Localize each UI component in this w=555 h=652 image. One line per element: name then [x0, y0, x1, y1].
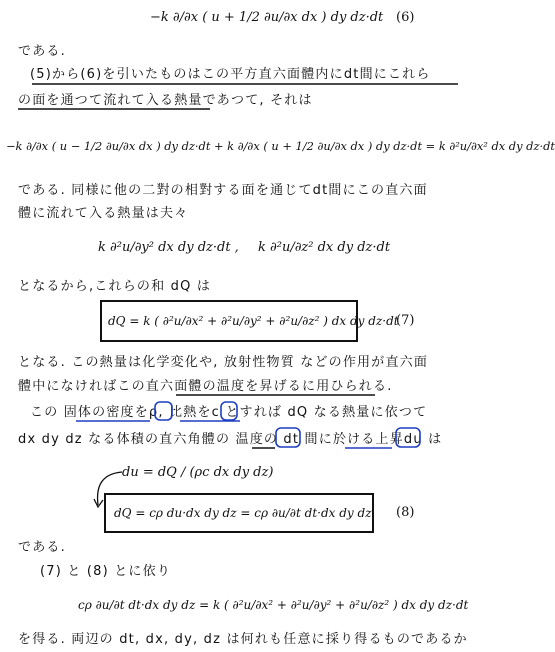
equation-6: −k ∂/∂x ( u + 1/2 ∂u/∂x dx ) dy dz·dt	[150, 10, 384, 25]
rho-circle	[155, 402, 172, 420]
equation-difference: −k ∂/∂x ( u − 1/2 ∂u/∂x dx ) dy dz·dt + k ∂/∂x ( u + 1/2 ∂u/∂x dx ) dy dz·dt = k ∂²u/∂x² dx dy dz·dt	[6, 139, 555, 153]
paragraph-4-line-2: 體中になければこの直六面體の温度を昇げるに用ひられる.	[18, 379, 393, 394]
paragraph-1-line-2: (5)から(6)を引いたものはこの平方直六面體内にdt間にこれら	[30, 67, 431, 82]
paragraph-2-line-2: 體に流れて入る熱量は夫々	[18, 206, 189, 221]
equation-7-number: (7)	[396, 313, 415, 328]
equation-y-term: k ∂²u/∂y² dx dy dz·dt ,	[98, 240, 239, 255]
dt-circle	[276, 428, 300, 447]
equation-6-number: (6)	[396, 10, 415, 25]
equation-7: dQ = k ( ∂²u/∂x² + ∂²u/∂y² + ∂²u/∂z² ) dx dy dz·dt	[108, 314, 399, 328]
equation-final: cρ ∂u/∂t dt·dx dy dz = k ( ∂²u/∂x² + ∂²u/∂y² + ∂²u/∂z² ) dx dy dz·dt	[78, 598, 469, 612]
paragraph-5-line-1: である.	[18, 540, 66, 555]
equation-du: du = dQ / (ρc dx dy dz)	[122, 465, 274, 480]
paragraph-5-line-2: (7) と (8) とに依り	[40, 564, 172, 579]
equation-8-number: (8)	[396, 505, 415, 520]
paragraph-6-line-1: を得る. 両辺の dt, dx, dy, dz は何れも任意に採り得るものであるか	[18, 632, 468, 647]
paragraph-4-line-3: この 固体の密度をρ, 比熱をc とすれば dQ なる熱量に依つて	[30, 405, 428, 420]
du-circle	[396, 428, 420, 447]
paragraph-1-line-3: の面を通つて流れて入る熱量であつて, それは	[18, 93, 313, 108]
paragraph-1-line-1: である.	[18, 44, 66, 59]
equation-z-term: k ∂²u/∂z² dx dy dz·dt	[258, 240, 391, 255]
equation-8: dQ = cρ du·dx dy dz = cρ ∂u/∂t dt·dx dy dz	[114, 506, 372, 520]
c-circle	[221, 402, 237, 420]
paragraph-4-line-4: dx dy dz なる体積の直六角體の 温度の dt 間に於ける上昇du は	[18, 432, 443, 447]
paragraph-3-line-1: となるから,これらの和 dQ は	[18, 279, 212, 294]
paragraph-4-line-1: となる. この熱量は化学変化や, 放射性物質 などの作用が直六面	[18, 355, 429, 370]
annotation-arrow	[98, 472, 122, 505]
paragraph-2-line-1: である. 同様に他の二對の相對する面を通じてdt間にこの直六面	[18, 183, 428, 198]
annotation-arrowhead	[94, 499, 103, 507]
